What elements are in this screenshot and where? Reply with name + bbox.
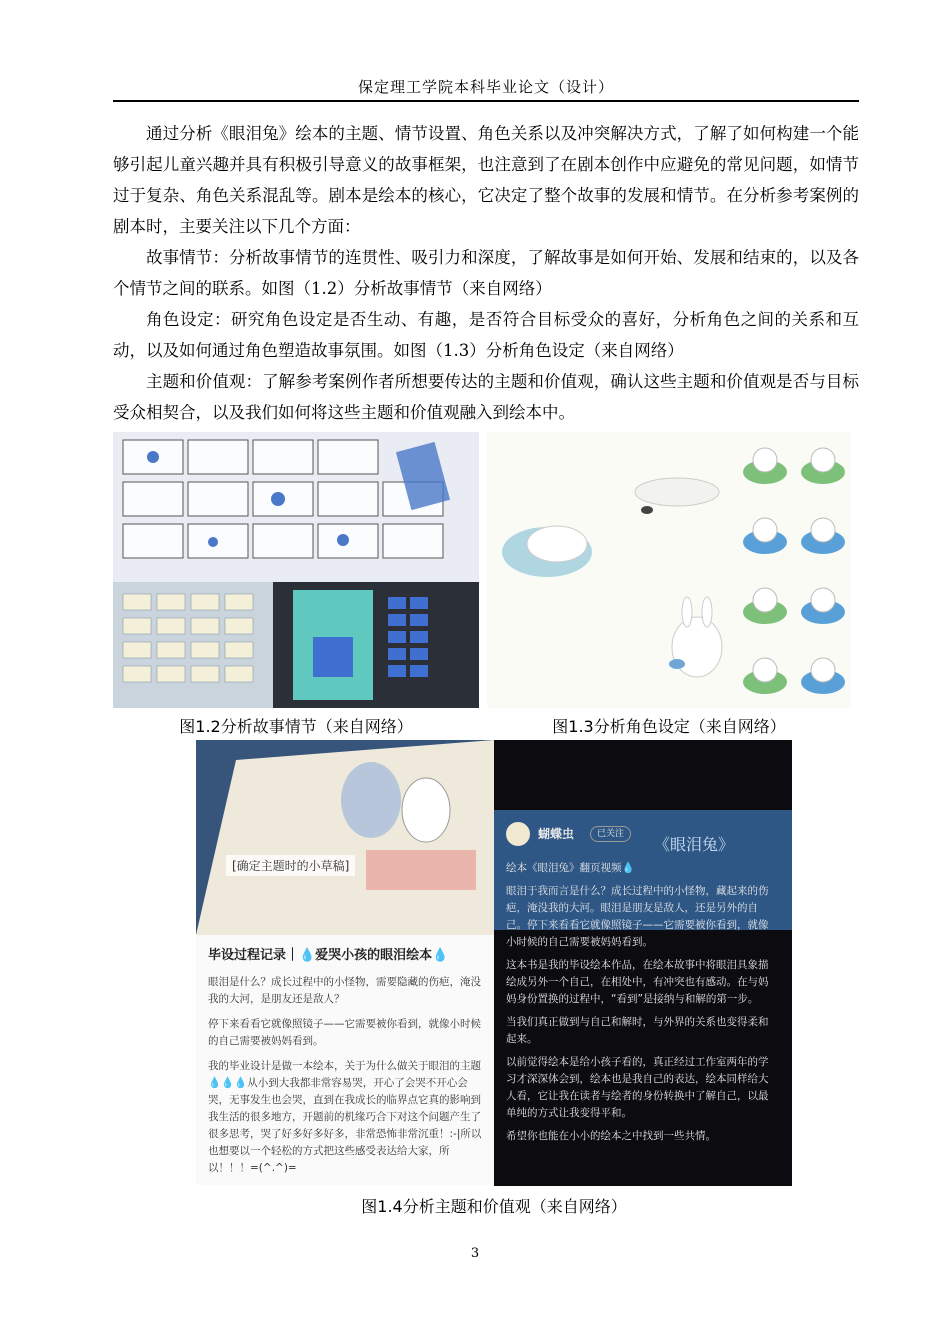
figure-story-plot — [113, 432, 479, 708]
follow-badge[interactable]: 已关注 — [590, 826, 631, 842]
post-title: 毕设过程记录｜💧爱哭小孩的眼泪绘本💧 — [208, 948, 449, 963]
post-paragraph: 眼泪是什么？成长过程中的小怪物，需要隐藏的伤疤，淹没我的大河，是朋友还是敌人？ — [208, 976, 481, 1005]
post-paragraph: 希望你也能在小小的绘本之中找到一些共情。 — [506, 1130, 716, 1142]
storyboard-photo — [113, 432, 479, 708]
book-title: 《眼泪兔》 — [654, 835, 735, 854]
header-rule — [113, 100, 859, 102]
post-paragraph: 这本书是我的毕设绘本作品，在绘本故事中将眼泪具象描绘成另外一个自己，在相处中，有冲突也有感动。在与妈妈身份置换的过程中，“看到”是接纳与和解的第一步。 — [506, 959, 769, 1005]
post-paragraph: 停下来看看它就像照镜子——它需要被你看到，就像小时候的自己需要被妈妈看到。 — [208, 1018, 481, 1047]
post-paragraph: 以前觉得绘本是给小孩子看的，真正经过工作室两年的学习才深深体会到，绘本也是我自己的表达，绘本同样给大人看，它让我在读者与绘者的身份转换中了解自己，以最单纯的方式让我变得平和。 — [506, 1056, 769, 1119]
paragraph: 通过分析《眼泪兔》绘本的主题、情节设置、角色关系以及冲突解决方式，了解了如何构建一个能够引起儿童兴趣并具有积极引导意义的故事框架，也注意到了在剧本创作中应避免的常见问题，如情节过于复杂、角色关系混乱等。剧本是绘本的核心，它决定了整个故事的发展和情节。在分析参考案例的剧本时，主要关注以下几个方面： — [113, 124, 859, 236]
paragraph: 主题和价值观：了解参考案例作者所想要传达的主题和价值观，确认这些主题和价值观是否与目标受众相契合，以及我们如何将这些主题和价值观融入到绘本中。 — [113, 372, 859, 422]
page-header: 保定理工学院本科毕业论文（设计） — [357, 78, 614, 96]
post-body — [506, 860, 778, 1151]
figure-caption: 图1.4分析主题和价值观（来自网络） — [361, 1197, 627, 1216]
post-paragraph: 我的毕业设计是做一本绘本，关于为什么做关于眼泪的主题💧💧💧从小到大我都非常容易哭，开心了会哭不开心会哭，无事发生也会哭，直到在我成长的临界点它真的影响到我生活的很多地方，开题前的机缘巧合下对这个问题产生了很多思考，哭了好多好多好多，非常恐怖非常沉重！:-|所以也想要以一个轻松的方式把这些感受表达给大家，所以！！！=(^.^)= — [208, 1060, 482, 1174]
post-paragraph: 绘本《眼泪兔》翻页视频💧 — [506, 862, 635, 874]
left-post — [196, 935, 494, 1185]
character-illustration — [487, 432, 851, 708]
figure-caption: 图1.3分析角色设定（来自网络） — [552, 717, 786, 736]
photo-label: [确定主题时的小草稿] — [226, 855, 355, 876]
sketch-photo — [196, 740, 494, 935]
post-paragraph: 当我们真正做到与自己和解时，与外界的关系也变得柔和起来。 — [506, 1016, 769, 1045]
paragraph: 故事情节：分析故事情节的连贯性、吸引力和深度，了解故事是如何开始、发展和结束的，以及各个情节之间的联系。如图（1.2）分析故事情节（来自网络） — [113, 248, 859, 298]
figure-caption: 图1.2分析故事情节（来自网络） — [179, 717, 413, 736]
figure-theme-values — [196, 740, 792, 1186]
right-post — [494, 740, 792, 1186]
post-paragraph: 眼泪于我而言是什么？成长过程中的小怪物，藏起来的伤疤，淹没我的大河。眼泪是朋友是敌人，还是另外的自己。停下来看看它就像照镜子——它需要被你看到，就像小时候的自己需要被妈妈看到。 — [506, 885, 769, 948]
body-text — [113, 118, 859, 428]
user-name: 蝴蝶虫 — [538, 827, 575, 841]
paragraph: 角色设定：研究角色设定是否生动、有趣，是否符合目标受众的喜好，分析角色之间的关系和互动，以及如何通过角色塑造故事氛围。如图（1.3）分析角色设定（来自网络） — [113, 310, 859, 360]
figure-character-design — [487, 432, 851, 708]
page-number: 3 — [470, 1246, 480, 1261]
avatar — [506, 822, 530, 846]
